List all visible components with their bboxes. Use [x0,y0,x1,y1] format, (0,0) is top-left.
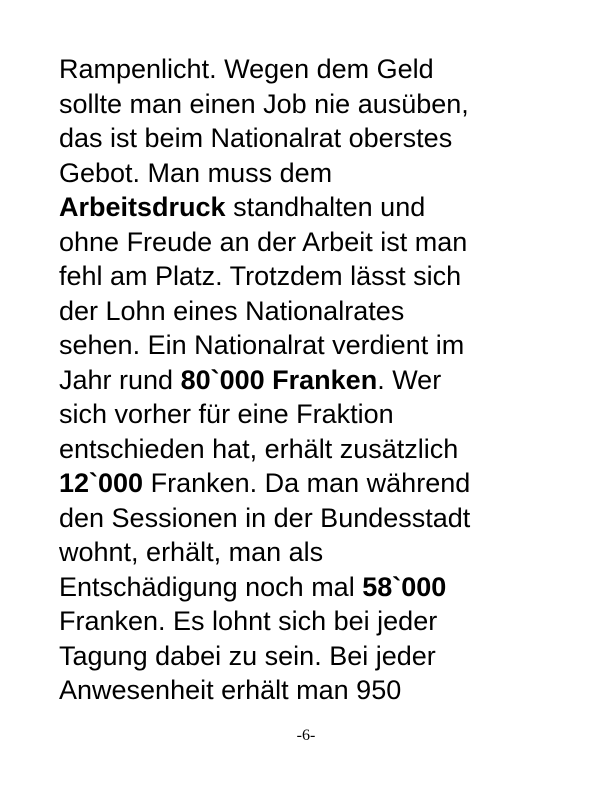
text-line [59,535,579,570]
text-line [59,466,579,501]
text-line [59,604,579,639]
bold-text-segment: 58`000 [362,571,447,602]
text-segment: entschieden hat, erhält zusätzlich [59,433,459,464]
text-segment: Anwesenheit erhält man 950 [59,675,402,705]
text-segment: fehl am Platz. Trotzdem lässt sich [59,261,462,291]
text-line [59,363,579,398]
text-segment: wohnt, erhält, man als [59,537,324,567]
text-line [59,121,579,156]
text-line [59,570,579,605]
text-line [59,87,579,122]
text-segment: den Sessionen in der Bundesstadt [59,502,471,533]
text-segment: Jahr rund [59,364,181,395]
text-line [59,156,579,191]
text-segment: das ist beim Nationalrat oberstes [59,123,453,153]
text-line [59,639,579,674]
text-segment: sich vorher für eine Fraktion [59,399,394,429]
text-segment: Rampenlicht. Wegen dem Geld [59,54,434,84]
bold-text-segment: 12`000 [59,468,144,498]
bold-text-segment: 80`000 Franken [180,364,378,395]
text-line [59,294,579,329]
text-line [59,52,579,87]
text-line [59,190,579,225]
text-segment: . Wer [377,364,442,395]
text-segment: der Lohn eines Nationalrates [59,295,405,326]
text-line [59,673,579,708]
text-segment: standhalten und [225,192,426,222]
text-line [59,501,579,536]
text-line [59,432,579,467]
text-line [59,397,579,432]
text-line [59,259,579,294]
text-segment: sollte man einen Job nie ausüben, [59,88,469,119]
text-line [59,328,579,363]
bold-text-segment: Arbeitsdruck [59,192,226,222]
page-number: -6- [296,727,316,744]
text-segment: Entschädigung noch mal [59,571,363,602]
text-segment: ohne Freude an der Arbeit ist man [59,226,468,257]
text-line [59,225,579,260]
text-segment: Franken. Da man während [143,468,471,498]
text-segment: Gebot. Man muss dem [59,157,333,188]
body-paragraph [59,52,579,708]
text-segment: sehen. Ein Nationalrat verdient im [59,330,465,360]
text-segment: Franken. Es lohnt sich bei jeder [59,606,438,636]
text-segment: Tagung dabei zu sein. Bei jeder [59,640,436,671]
